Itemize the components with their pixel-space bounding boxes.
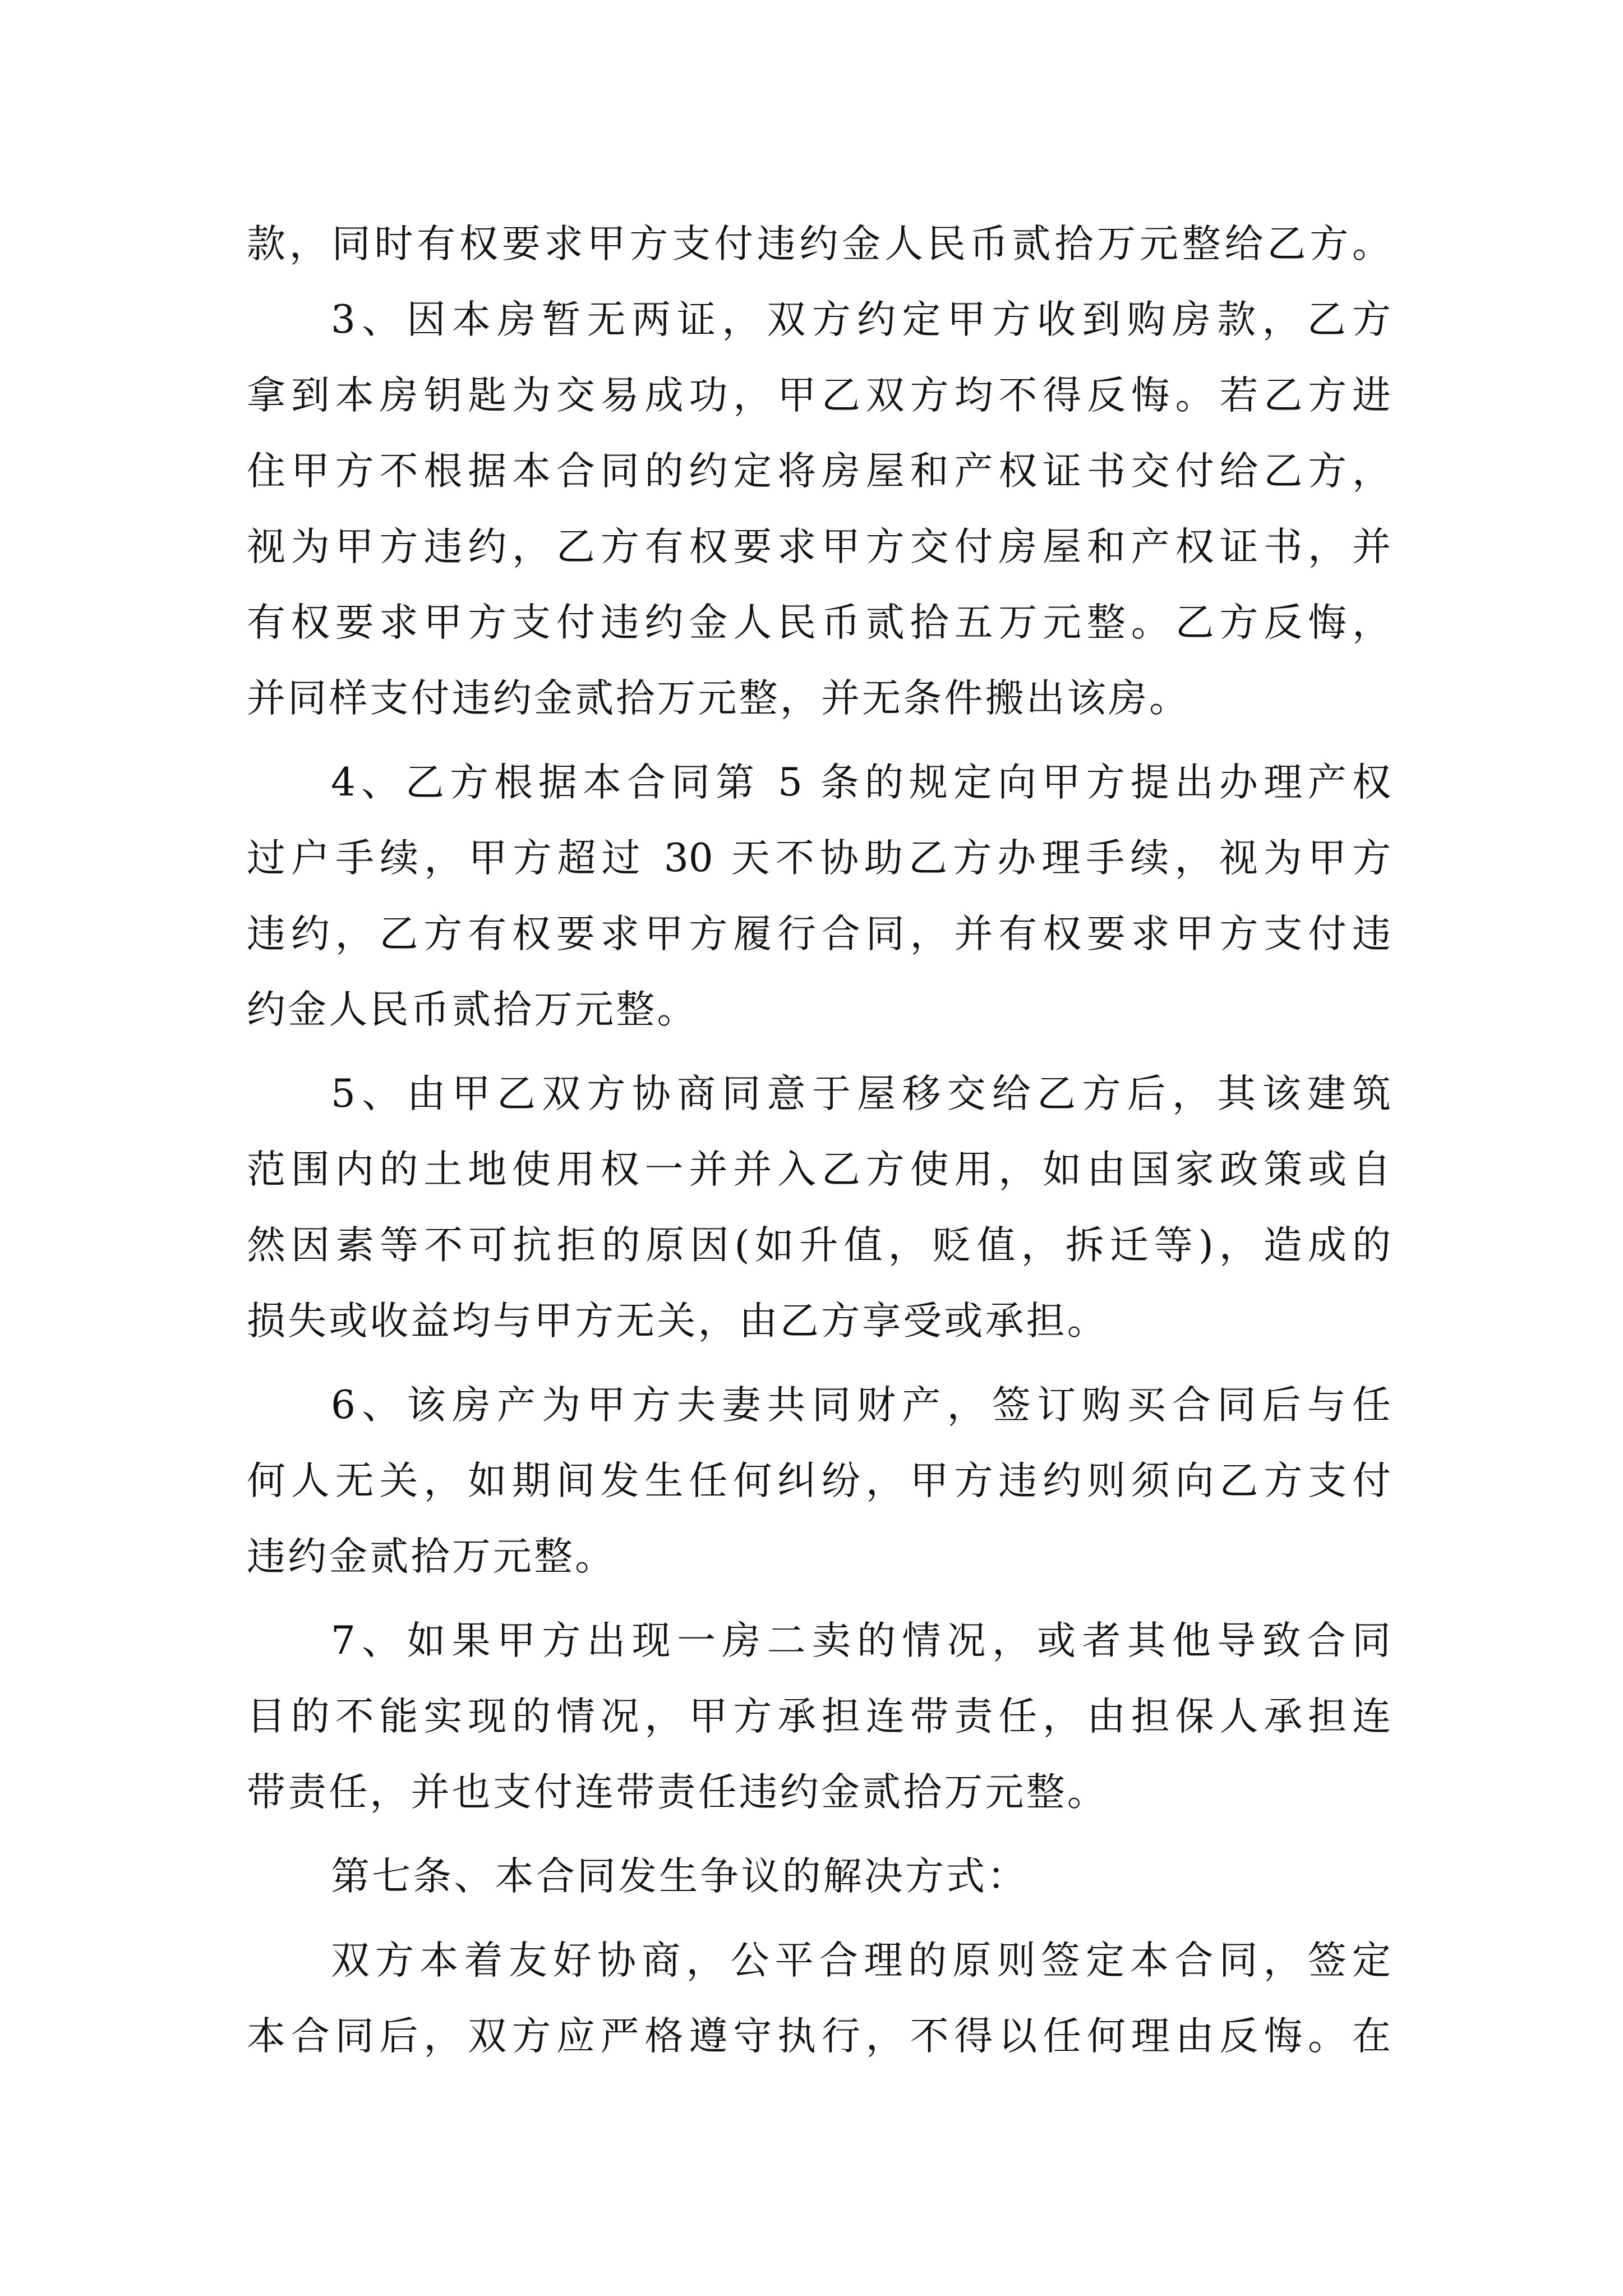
text-line: 款，同时有权要求甲方支付违约金人民币贰拾万元整给乙方。 bbox=[247, 222, 1391, 266]
text-line: 有权要求甲方支付违约金人民币贰拾五万元整。乙方反悔， bbox=[247, 600, 1391, 645]
text-line: 违约，乙方有权要求甲方履行合同，并有权要求甲方支付违 bbox=[247, 912, 1391, 956]
text-line: 范围内的土地使用权一并并入乙方使用，如由国家政策或自 bbox=[247, 1147, 1391, 1192]
text-line: 约金人民币贰拾万元整。 bbox=[247, 987, 698, 1032]
text-line: 目的不能实现的情况，甲方承担连带责任，由担保人承担连 bbox=[247, 1694, 1391, 1739]
text-line: 7、如果甲方出现一房二卖的情况，或者其他导致合同 bbox=[331, 1618, 1391, 1663]
text-line: 第七条、本合同发生争议的解决方式： bbox=[331, 1854, 1029, 1899]
text-line: 3、因本房暂无两证，双方约定甲方收到购房款，乙方 bbox=[331, 297, 1391, 342]
text-line: 5、由甲乙双方协商同意于屋移交给乙方后，其该建筑 bbox=[331, 1071, 1391, 1116]
text-line: 4、乙方根据本合同第 5 条的规定向甲方提出办理产权 bbox=[331, 760, 1391, 805]
text-line: 视为甲方违约，乙方有权要求甲方交付房屋和产权证书，并 bbox=[247, 524, 1391, 569]
text-line: 损失或收益均与甲方无关，由乙方享受或承担。 bbox=[247, 1299, 1108, 1343]
text-line: 过户手续，甲方超过 30 天不协助乙方办理手续，视为甲方 bbox=[247, 836, 1391, 881]
text-line: 6、该房产为甲方夫妻共同财产，签订购买合同后与任 bbox=[331, 1383, 1391, 1428]
text-line: 并同样支付违约金贰拾万元整，并无条件搬出该房。 bbox=[247, 676, 1191, 721]
text-line: 违约金贰拾万元整。 bbox=[247, 1534, 616, 1579]
text-line: 然因素等不可抗拒的原因(如升值，贬值，拆迁等)，造成的 bbox=[247, 1223, 1391, 1268]
text-line: 双方本着友好协商，公平合理的原则签定本合同，签定 bbox=[331, 1938, 1391, 1983]
text-line: 本合同后，双方应严格遵守执行，不得以任何理由反悔。在 bbox=[247, 2014, 1391, 2059]
text-line: 拿到本房钥匙为交易成功，甲乙双方均不得反悔。若乙方进 bbox=[247, 373, 1391, 418]
text-line: 带责任，并也支付连带责任违约金贰拾万元整。 bbox=[247, 1770, 1108, 1815]
text-line: 何人无关，如期间发生任何纠纷，甲方违约则须向乙方支付 bbox=[247, 1458, 1391, 1503]
text-line: 住甲方不根据本合同的约定将房屋和产权证书交付给乙方， bbox=[247, 449, 1391, 494]
